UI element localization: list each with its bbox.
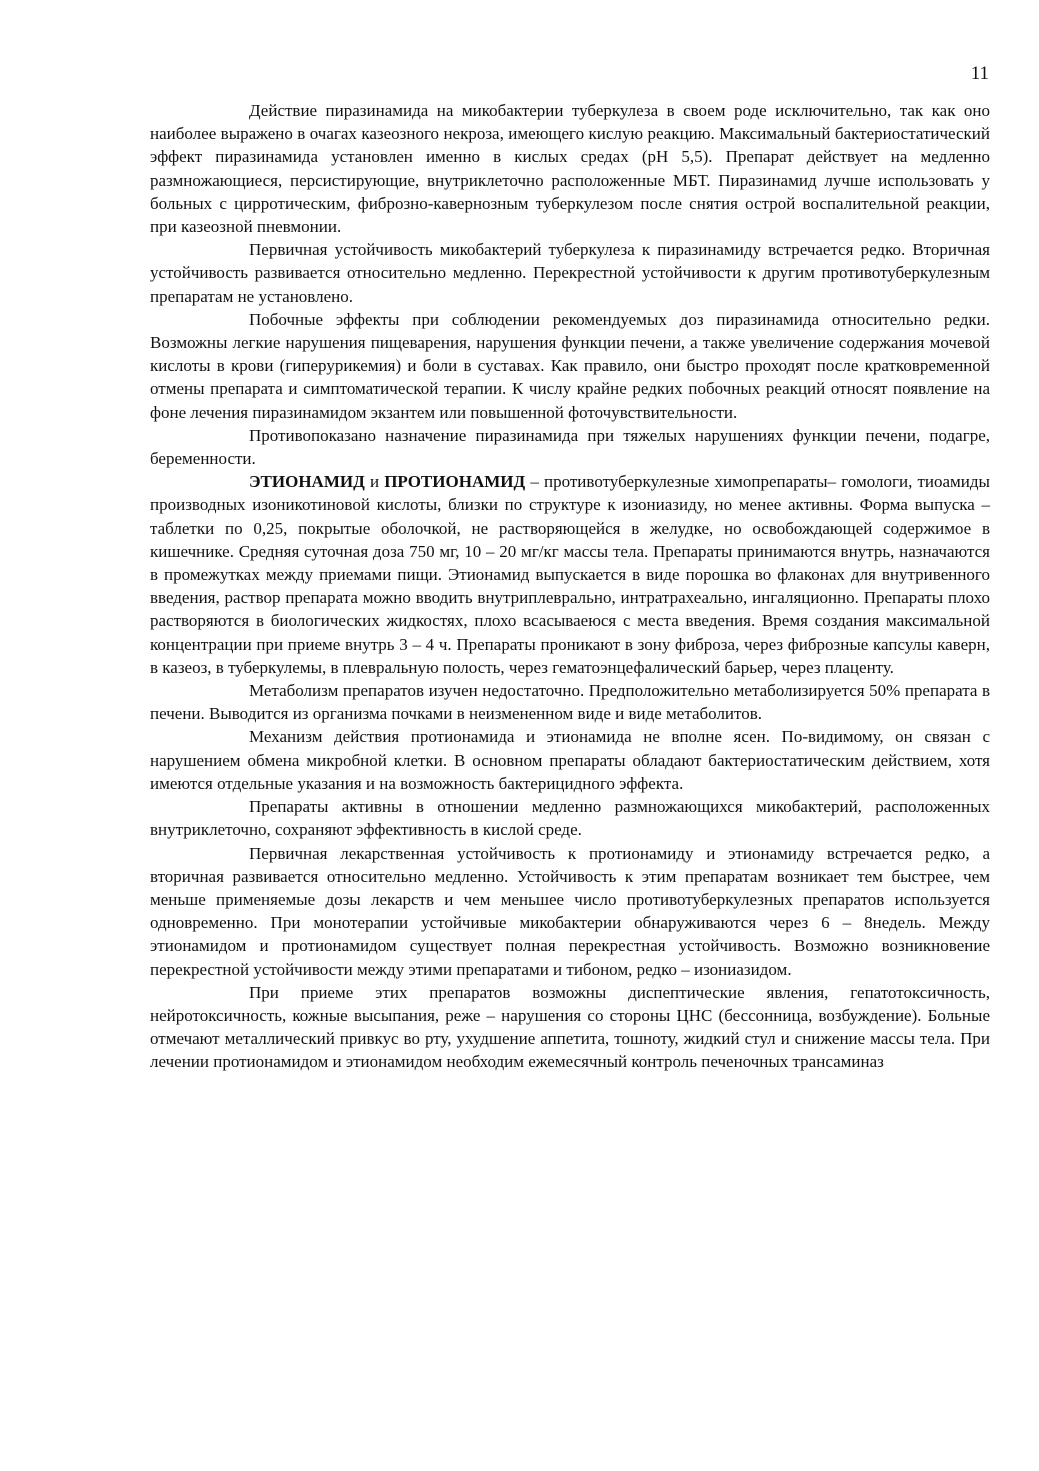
page-number: 11 [970,63,989,84]
drug-name-ethionamide: ЭТИОНАМИД [249,472,365,492]
paragraph-activity: Препараты активны в отношении медленно размножающихся микобактерий, расположенных внутриклеточно, сохраняют эффективность в кислой среде. [150,797,990,840]
paragraph-side-effects: При приеме этих препаратов возможны диспептические явления, гепатотоксичность, нейротоксичность, кожные высыпания, реже – нарушения со стороны ЦНС (бессонница, возбуждение). Больные отмечают металлический привкус во рту, ухудшение аппетита, тошноту, жидкий стул и снижение массы тела. При лечении протионамидом и этионамидом необходим ежемесячный контроль печеночных трансаминаз [150,982,990,1072]
drug-name-protionamide: ПРОТИОНАМИД [384,472,526,492]
paragraph-pyrazinamide-contraindications: Противопоказано назначение пиразинамида при тяжелых нарушениях функции печени, подагре, беременности. [150,425,990,469]
paragraph-resistance: Первичная лекарственная устойчивость к протионамиду и этионамиду встречается редко, а вторичная развивается относительно медленно. Устойчивость к этим препаратам возникает тем быстрее, чем меньше применяемые дозы лекарств и чем меньшее число противотуберкулезных препаратов используется одновременно. При монотерапии устойчивые микобактерии обнаруживаются через 6 – 8недель. Между этионамидом и протионамидом существует полная перекрестная устойчивость. Возможно возникновение перекрестной устойчивости между этими препаратами и тибоном, редко – изониазидом. [150,843,990,979]
paragraph-metabolism: Метаболизм препаратов изучен недостаточно. Предположительно метаболизируется 50% препарата в печени. Выводится из организма почками в неизмененном виде и виде метаболитов. [150,681,990,724]
document-body [150,99,990,1074]
paragraph-pyrazinamide-resistance: Первичная устойчивость микобактерий туберкулеза к пиразинамиду встречается редко. Вторичная устойчивость развивается относительно медленно. Перекрестной устойчивости к другим противотуберкулезным препаратам не установлено. [150,240,990,306]
drug-name-connector: и [364,472,385,492]
paragraph-ethionamide-protionamide [150,470,990,679]
paragraph-mechanism: Механизм действия протионамида и этионамида не вполне ясен. По-видимому, он связан с нарушением обмена микробной клетки. В основном препараты обладают бактериостатическим действием, хотя имеются отдельные указания и на возможность бактерицидного эффекта. [150,727,990,793]
drug-paragraph-text: – противотуберкулезные химопрепараты– гомологи, тиоамиды производных изоникотиновой кислоты, близки по структуре к изониазиду, но менее активны. Форма выпуска – таблетки по 0,25, покрытые оболочкой, не растворяющейся в желудке, но освобождающей содержимое в кишечнике. Средняя суточная доза 750 мг, 10 – 20 мг/кг массы тела. Препараты принимаются внутрь, назначаются в промежутках между приемами пищи. Этионамид выпускается в виде порошка во флаконах для внутривенного введения, раствор препарата можно вводить внутриплеврально, интратрахеально, ингаляционно. Препараты плохо растворяются в биологических жидкостях, плохо всасываеюся с места введения. Время создания максимальной концентрации при приеме внутрь 3 – 4 ч. Препараты проникают в зону фиброза, через фиброзные капсулы каверн, в казеоз, в туберкулемы, в плевральную полость, через гематоэнцефалический барьер, через плаценту. [150,472,990,677]
paragraph-pyrazinamide-action: Действие пиразинамида на микобактерии туберкулеза в своем роде исключительно, так как оно наиболее выражено в очагах казеозного некроза, имеющего кислую реакцию. Максимальный бактериостатический эффект пиразинамида установлен именно в кислых средах (pH 5,5). Препарат действует на медленно размножающиеся, персистирующие, внутриклеточно расположенные МБТ. Пиразинамид лучше использовать у больных с цирротическим, фиброзно-кавернозным туберкулезом после снятия острой воспалительной реакции, при казеозной пневмонии. [150,101,990,237]
paragraph-pyrazinamide-side-effects: Побочные эффекты при соблюдении рекомендуемых доз пиразинамида относительно редки. Возможны легкие нарушения пищеварения, нарушения функции печени, а также увеличение содержания мочевой кислоты в крови (гиперурикемия) и боли в суставах. Как правило, они быстро проходят после кратковременной отмены препарата и симптоматической терапии. К числу крайне редких побочных реакций относят появление на фоне лечения пиразинамидом экзантем или повышенной фоточувствительности. [150,309,990,422]
